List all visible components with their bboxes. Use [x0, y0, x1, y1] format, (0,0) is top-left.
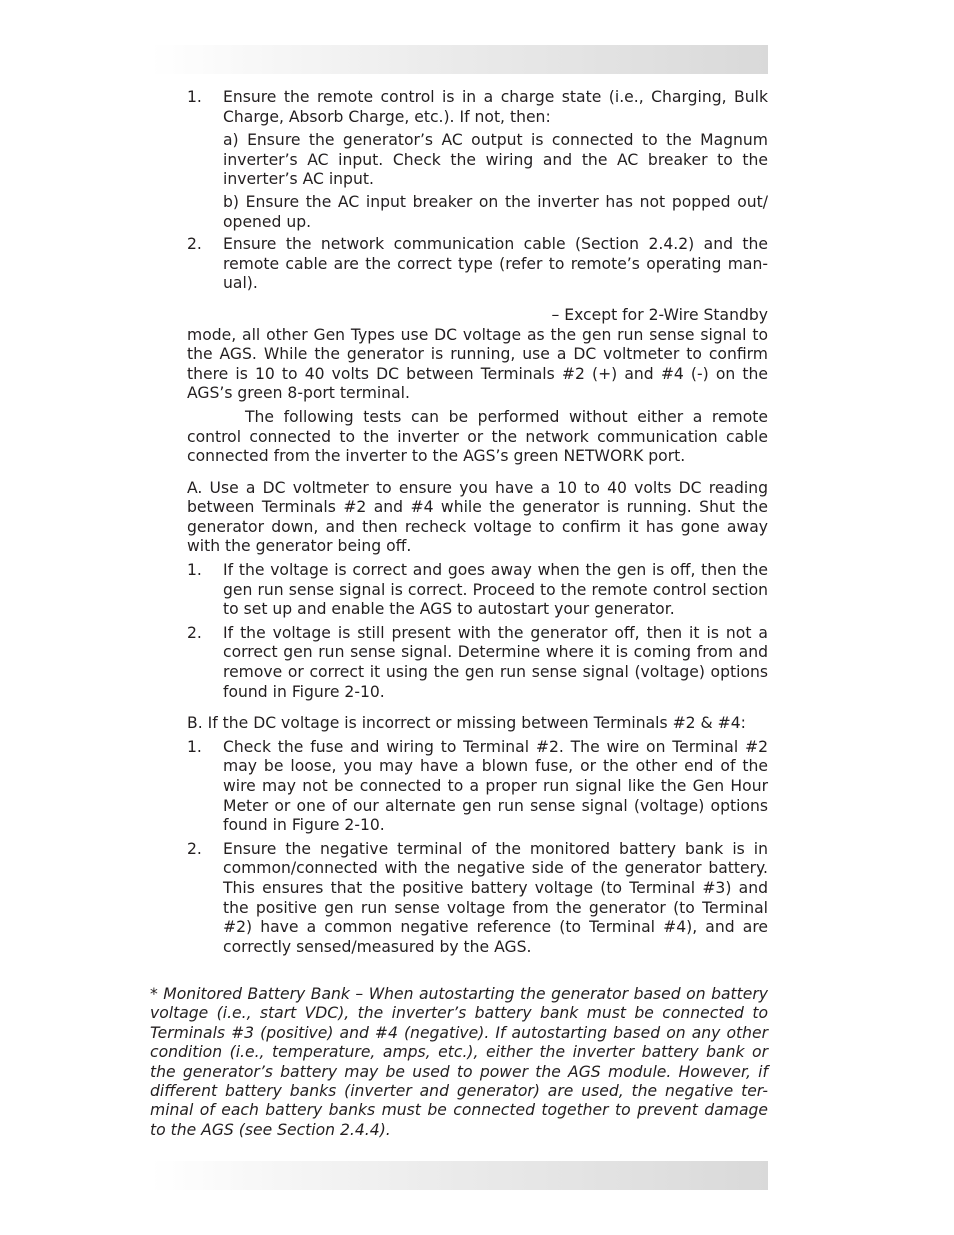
list-number: 2.	[187, 623, 202, 642]
list-text: If the voltage is correct and goes away when the gen is off, then the gen run sense signal is correct. Proceed to the remote control section to set up and enable the AGS to autostart your generator.	[223, 561, 768, 619]
list-text: Check the fuse and wiring to Terminal #2. The wire on Terminal #2 may be loose, you may have a blown fuse, or the other end of the wire may not be connected to a proper run signal like the Gen Hour Meter or one of our alternate gen run sense signal (voltage) options found in Figure 2-10.	[223, 737, 768, 835]
list-item	[187, 88, 768, 127]
list-number: 2.	[187, 235, 202, 254]
list-text: Ensure the remote control is in a charge state (i.e., Charging, Bulk Charge, Absorb Charge, etc.). If not, then:	[223, 88, 768, 126]
list-item	[187, 840, 768, 958]
section-b-intro: B. If the DC voltage is incorrect or missing between Terminals #2 & #4:	[187, 714, 746, 733]
list-text: Ensure the negative terminal of the monitored battery bank is in common/connected with the negative side of the generator battery. This ensures that the positive battery voltage (to Terminal #3) and the positive gen run sense voltage from the generator (to Terminal #2) have a common negative reference (to Terminal #4), and are correctly sensed/measured by the AGS.	[223, 839, 768, 956]
list-item	[187, 561, 768, 620]
page-body	[187, 88, 768, 961]
list-text: If the voltage is still present with the generator off, then it is not a correct gen run sense signal. Determine where it is coming from and remove or correct it using the gen run sense signal (voltage) options found in Figure 2-10.	[223, 623, 768, 701]
section-a-intro: A. Use a DC voltmeter to ensure you have a 10 to 40 volts DC reading between Terminals #2 and #4 while the generator is running. Shut the generator down, and then recheck voltage to confirm it has gone away with the generator being off.	[187, 478, 768, 556]
list-number: 2.	[187, 839, 202, 858]
sub-item-a: a) Ensure the generator’s AC output is connected to the Magnum inverter’s AC input. Check the wiring and the AC breaker to the inverter’s AC input.	[223, 131, 768, 189]
list-item	[187, 235, 768, 294]
sub-item-b: b) Ensure the AC input breaker on the inverter has not popped out/ opened up.	[223, 192, 768, 231]
list-item	[187, 624, 768, 702]
header-band	[150, 45, 768, 74]
list-number: 1.	[187, 737, 202, 756]
paragraph: mode, all other Gen Types use DC voltage as the gen run sense signal to the AGS. While the generator is running, use a DC voltmeter to confirm there is 10 to 40 volts DC between Terminals #2 (+) and #4 (-) on the AGS’s green 8-port terminal.	[187, 325, 768, 403]
list-text: Ensure the network communication cable (Section 2.4.2) and the remote cable are the correct type (refer to remote’s operating man-ual).	[223, 235, 768, 293]
paragraph-lead: – Except for 2-Wire Standby	[551, 305, 768, 324]
list-number: 1.	[187, 88, 202, 106]
list-number: 1.	[187, 561, 202, 580]
footnote: * Monitored Battery Bank – When autostarting the generator based on battery voltage (i.e., start VDC), the inverter’s battery bank must be connected to Terminals #3 (positive) and #4 (negative). If autostarting based on any other condition (i.e., temperature, amps, etc.), either the inverter battery bank or the generator’s battery may be used to power the AGS module. However, if different battery banks (inverter and generator) are used, the negative ter-minal of each battery banks must be connected together to prevent damage to the AGS (see Section 2.4.4).	[150, 985, 768, 1139]
list-item	[187, 738, 768, 836]
paragraph: The following tests can be performed without either a remote control connected to the inverter or the network communication cable connected from the inverter to the AGS’s green NETWORK port.	[187, 407, 768, 466]
footer-band	[150, 1161, 768, 1190]
